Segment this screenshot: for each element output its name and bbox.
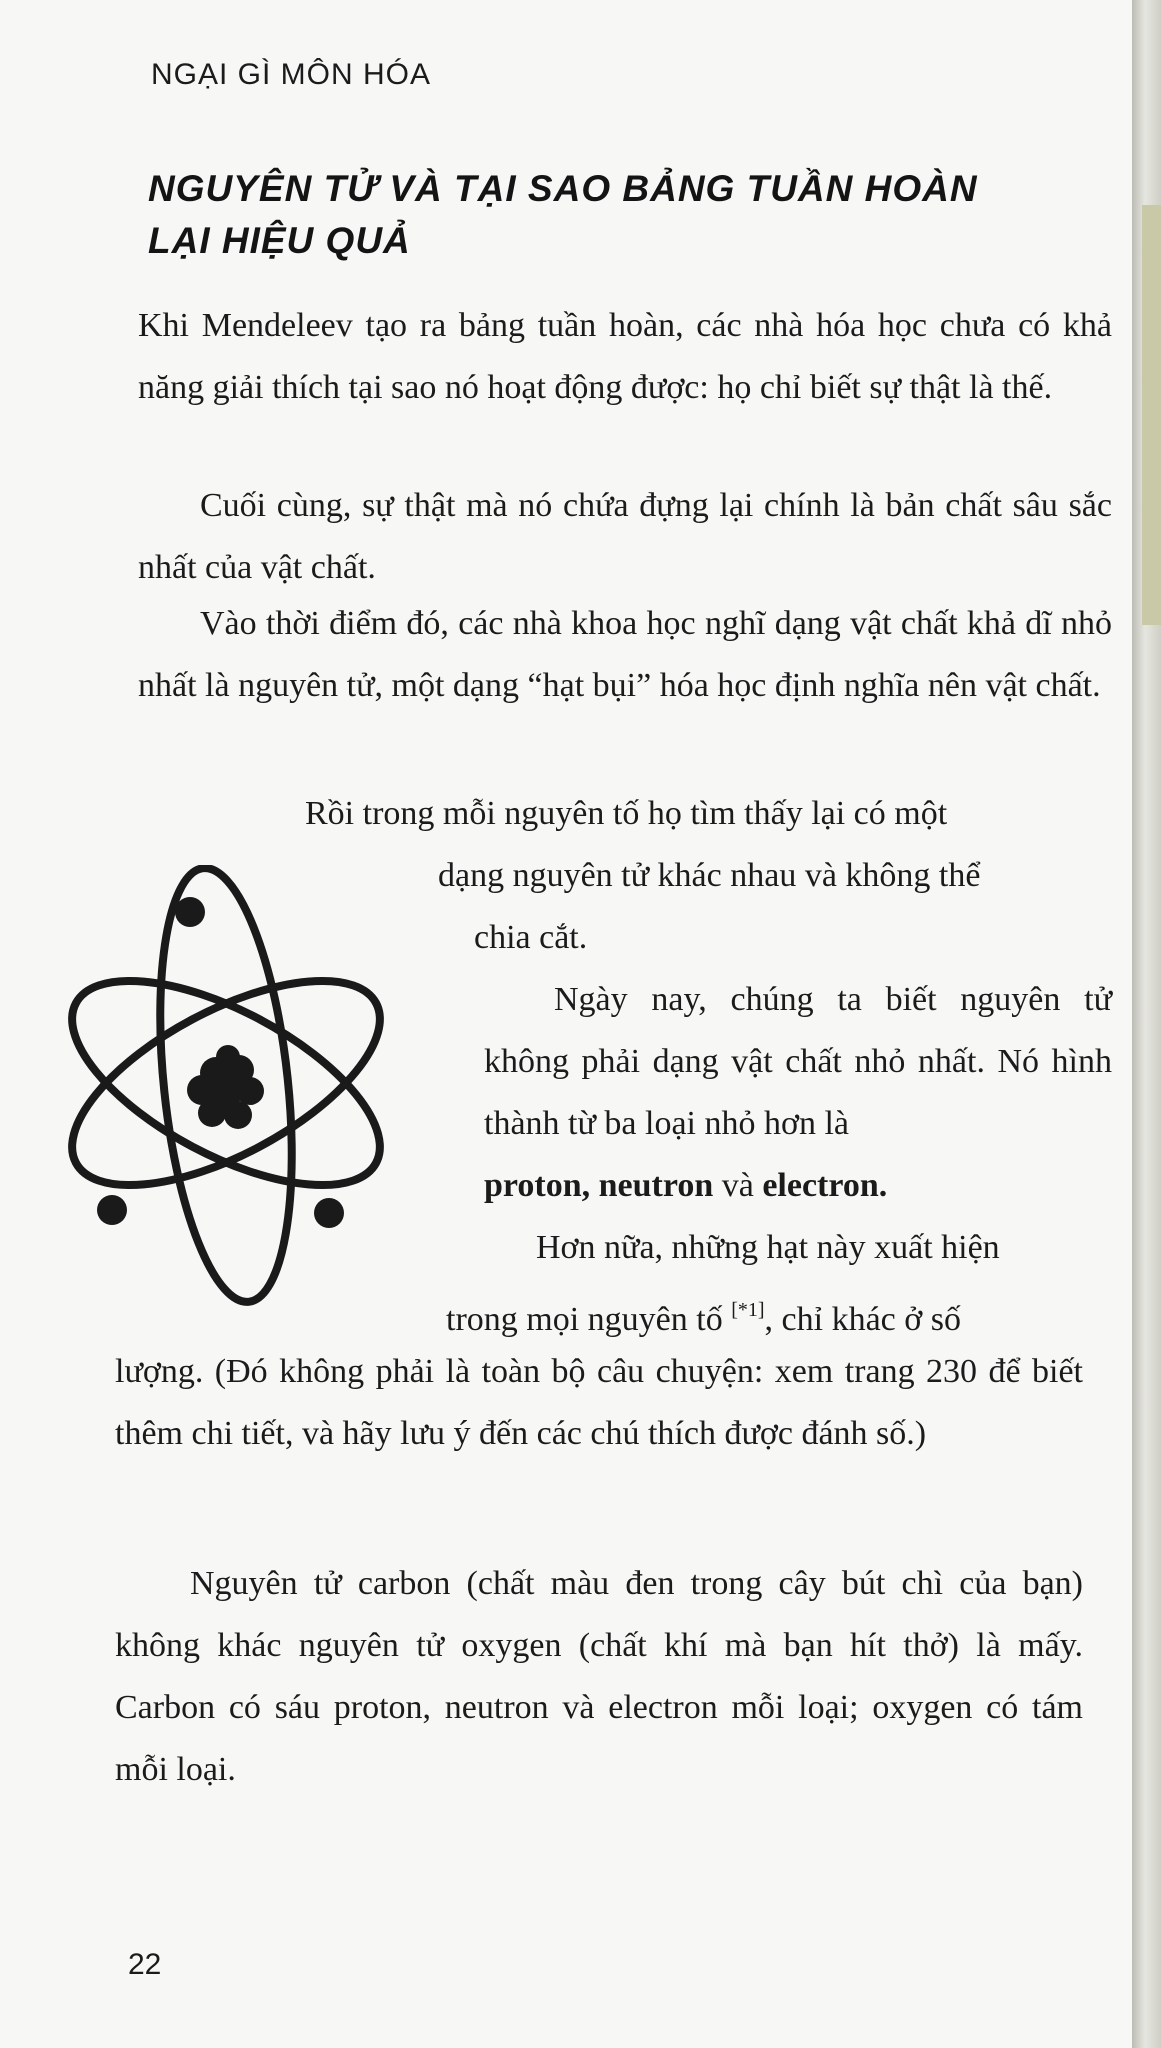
paragraph-atom-definition: Vào thời điểm đó, các nhà khoa học nghĩ dạng vật chất khả dĩ nhỏ nhất là nguyên tử, một dạng “hạt bụi” hóa học định nghĩa nên vật chất. bbox=[138, 605, 1112, 704]
book-edge-tab bbox=[1142, 205, 1161, 625]
nucleus bbox=[187, 1045, 264, 1129]
electron-top bbox=[175, 897, 205, 927]
subatomic-text: Ngày nay, chúng ta biết nguyên tử không phải dạng vật chất nhỏ nhất. Nó hình thành từ ba loại nhỏ hơn là bbox=[484, 981, 1112, 1142]
heading-line-2: LẠI HIỆU QUẢ bbox=[148, 220, 411, 261]
particles-text-b: , chỉ khác ở số bbox=[764, 1301, 961, 1338]
electron-left bbox=[97, 1195, 127, 1225]
subatomic-electron: electron bbox=[762, 1167, 879, 1204]
paragraph-intro: Khi Mendeleev tạo ra bảng tuần hoàn, các nhà hóa học chưa có khả năng giải thích tại sao nó hoạt động được: họ chỉ biết sự thật là thế. bbox=[138, 307, 1112, 406]
footnote-marker: [*1] bbox=[731, 1299, 765, 1321]
paragraph-subatomic bbox=[484, 969, 1112, 1217]
paragraph-carbon-oxygen: Nguyên tử carbon (chất màu đen trong cây bút chì của bạn) không khác nguyên tử oxygen (chất khí mà bạn hít thở) là mấy. Carbon có sáu proton, neutron và electron mỗi loại; oxygen có tám mỗi loại. bbox=[115, 1565, 1083, 1788]
particles-text-a: trong mọi nguyên tố bbox=[446, 1301, 723, 1338]
subatomic-proton-neutron: proton, neutron bbox=[484, 1167, 714, 1204]
subatomic-period: . bbox=[878, 1167, 888, 1204]
paragraph-particles-line-1: Hơn nữa, những hạt này xuất hiện bbox=[536, 1229, 1000, 1266]
paragraph-essence: Cuối cùng, sự thật mà nó chứa đựng lại chính là bản chất sâu sắc nhất của vật chất. bbox=[138, 487, 1112, 586]
running-head: NGẠI GÌ MÔN HÓA bbox=[151, 58, 432, 91]
subatomic-and: và bbox=[721, 1167, 754, 1204]
section-heading bbox=[148, 163, 1028, 267]
electron-right bbox=[314, 1198, 344, 1228]
paragraph-indivisible-line-2: dạng nguyên tử khác nhau và không thể bbox=[438, 857, 981, 894]
atom-icon bbox=[44, 865, 424, 1315]
paragraph-indivisible-line-3: chia cắt. bbox=[474, 919, 588, 956]
paragraph-indivisible-line-1: Rồi trong mỗi nguyên tố họ tìm thấy lại có một bbox=[305, 795, 948, 832]
heading-line-1: NGUYÊN TỬ VÀ TẠI SAO BẢNG TUẦN HOÀN bbox=[148, 168, 978, 209]
page-number: 22 bbox=[128, 1948, 162, 1981]
paragraph-particles-rest: lượng. (Đó không phải là toàn bộ câu chuyện: xem trang 230 để biết thêm chi tiết, và hãy lưu ý đến các chú thích được đánh số.) bbox=[115, 1353, 1083, 1452]
